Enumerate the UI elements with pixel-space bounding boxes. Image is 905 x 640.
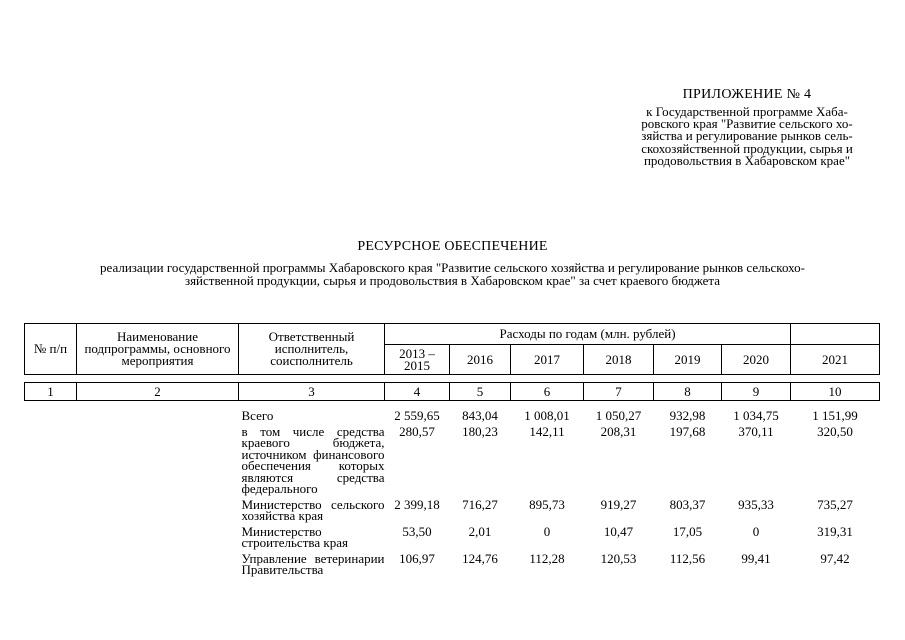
header-expenses: Расходы по годам (млн. рублей): [385, 324, 791, 345]
appendix-subtitle-line: продовольствия в Хабаровском крае": [643, 152, 851, 168]
header-blank: [791, 324, 880, 345]
cell-value: 716,27: [462, 496, 498, 512]
cell-value: 2,01: [468, 523, 492, 539]
header-year: 2018: [584, 345, 654, 375]
header-year: 2019: [654, 345, 722, 375]
cell-value: 803,37: [669, 496, 706, 512]
header-num: № п/п: [25, 324, 77, 375]
appendix-subtitle-line: к Государственной программе Хаба-: [646, 103, 848, 119]
cell-value: 2 559,65: [394, 408, 440, 423]
cell-value: 895,73: [529, 496, 565, 512]
cell-value: 280,57: [399, 423, 435, 439]
cell-value: 180,23: [462, 423, 498, 439]
cell-value: 53,50: [402, 523, 432, 539]
cell-value: 99,41: [741, 550, 771, 566]
appendix-block: [616, 88, 878, 167]
cell-value: 735,27: [817, 496, 853, 512]
resource-table: [24, 323, 880, 576]
row-label: Всего: [241, 408, 274, 423]
subtitle-line: зяйственной продукции, сырья и продовольствия в Хабаровском крае" за счет краевого бюджета: [184, 272, 721, 288]
cell-value: 1 151,99: [812, 408, 858, 423]
row-label: Министерство строительства края: [241, 523, 348, 550]
table-row: [25, 549, 880, 576]
row-label: Управление ветеринарии Правительства: [241, 550, 385, 577]
row-label: Министерство сельского хозяйства края: [241, 496, 385, 523]
cell-value: 370,11: [738, 423, 774, 439]
column-number: 2: [77, 383, 239, 401]
cell-value: 1 034,75: [733, 408, 779, 423]
appendix-subtitle-line: зяйства и регулирование рынков сель-: [641, 128, 853, 144]
cell-value: 97,42: [820, 550, 850, 566]
cell-value: 320,50: [817, 423, 853, 439]
appendix-number: ПРИЛОЖЕНИЕ № 4: [682, 87, 812, 102]
appendix-subtitle-line: ровского края "Развитие сельского хо-: [641, 115, 853, 131]
table-row: [25, 522, 880, 549]
cell-value: 319,31: [817, 523, 853, 539]
cell-value: 919,27: [600, 496, 637, 512]
cell-value: 17,05: [672, 523, 703, 539]
cell-value: 112,28: [529, 550, 565, 566]
cell-value: 10,47: [603, 523, 634, 539]
header-year: 2021: [791, 345, 880, 375]
cell-value: 120,53: [600, 550, 637, 566]
table-row: [25, 401, 880, 422]
header-year: 2013 – 2015: [385, 345, 450, 375]
column-number: 9: [722, 383, 791, 401]
cell-value: 843,04: [462, 408, 498, 423]
cell-value: 208,31: [600, 423, 637, 439]
cell-value: 124,76: [462, 550, 498, 566]
header-name: Наименование подпрограммы, основного мероприятия: [77, 324, 239, 375]
row-label: в том числе средства краевого бюджета, источником финансового обеспечения которых являются средства федерального: [241, 423, 385, 496]
header-year: 2016: [450, 345, 511, 375]
header-executor: Ответственный исполнитель, соисполнитель: [239, 324, 385, 375]
cell-value: 1 050,27: [595, 408, 642, 423]
appendix-subtitle: [616, 103, 878, 168]
document-subtitle: [24, 262, 881, 287]
cell-value: 0: [543, 523, 551, 539]
cell-value: 932,98: [669, 408, 706, 423]
column-number: 4: [385, 383, 450, 401]
cell-value: 142,11: [529, 423, 565, 439]
cell-value: 935,33: [738, 496, 774, 512]
cell-value: 197,68: [669, 423, 706, 439]
cell-value: 2 399,18: [394, 496, 440, 512]
subtitle-line: реализации государственной программы Хабаровского края "Развитие сельского хозяйства и регулирование рынков сельскохо-: [100, 260, 805, 275]
column-number: 7: [584, 383, 654, 401]
document-title: РЕСУРСНОЕ ОБЕСПЕЧЕНИЕ: [357, 239, 548, 254]
header-year: 2017: [511, 345, 584, 375]
column-number: 1: [25, 383, 77, 401]
appendix-subtitle-line: скохозяйственной продукции, сырья и: [641, 140, 853, 156]
table-row: [25, 495, 880, 522]
column-number: 3: [239, 383, 385, 401]
column-number: 6: [511, 383, 584, 401]
cell-value: 106,97: [399, 550, 435, 566]
column-number: 10: [791, 383, 880, 401]
cell-value: 1 008,01: [524, 408, 570, 423]
column-number: 5: [450, 383, 511, 401]
header-year: 2020: [722, 345, 791, 375]
cell-value: 112,56: [669, 550, 706, 566]
column-number: 8: [654, 383, 722, 401]
cell-value: 0: [752, 523, 760, 539]
table-row: [25, 422, 880, 495]
